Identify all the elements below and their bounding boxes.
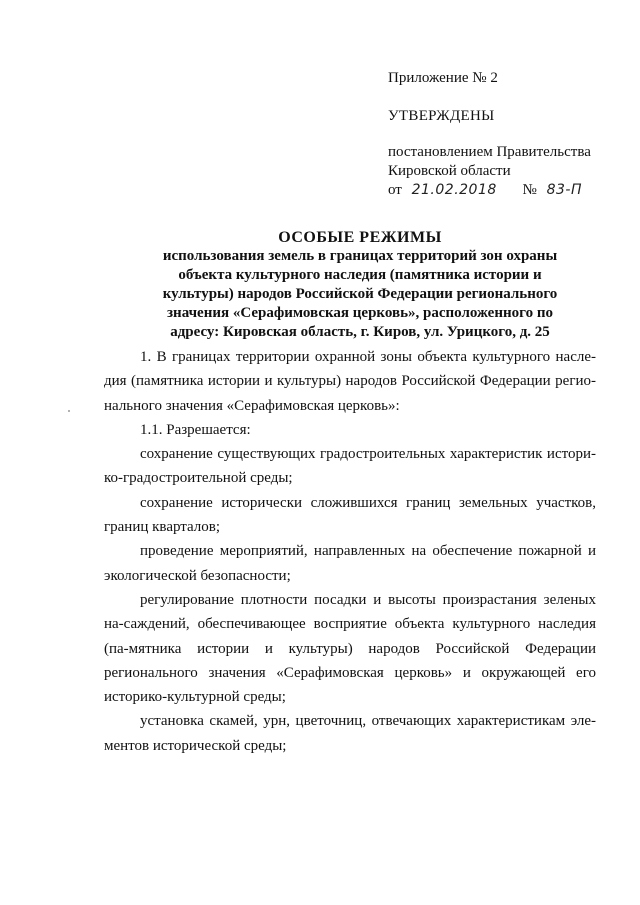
appendix-number: Приложение № 2 [388,70,498,86]
paragraph-1-1: 1.1. Разрешается: [140,421,251,438]
heading-line-2: объекта культурного наследия (памятника истории и [178,267,542,283]
scan-speck [68,410,70,412]
paragraph-item-1: сохранение существующих градостроительных характеристик истори-ко-градостроительной среды; [104,446,596,487]
decree-date-line [388,181,591,200]
heading-title: ОСОБЫЕ РЕЖИМЫ [278,229,442,246]
decree-line-1: постановлением Правительства [388,144,591,160]
document-heading [120,228,600,342]
heading-line-4: значения «Серафимовская церковь», расположенного по [167,305,553,321]
decree-block [388,143,591,200]
paragraph-item-2: сохранение исторически сложившихся границ земельных участков, границ кварталов; [104,494,596,536]
paragraph-item-4: регулирование плотности посадки и высоты произрастания зеленых на-саждений, обеспечивающее восприятие объекта культурного наследия (па-мятника истории и культуры) народов Российской Федерации регионального значения «Серафимовская церковь» и окружающей его историко-культурной среды; [104,591,596,706]
document-body [104,345,596,758]
heading-line-3: культуры) народов Российской Федерации регионального [162,286,558,302]
handwritten-date: 21.02.2018 [411,182,497,198]
approved-text: УТВЕРЖДЕНЫ [388,108,495,124]
decree-line-2: Кировской области [388,163,511,179]
number-prefix: № [522,182,537,198]
paragraph-item-5: установка скамей, урн, цветочниц, отвечающих характеристикам эле-ментов исторической среды; [104,713,596,754]
heading-line-1: использования земель в границах территорий зон охраны [162,248,558,264]
date-prefix: от [388,182,402,198]
heading-line-5: адресу: Кировская область, г. Киров, ул. Урицкого, д. 25 [170,324,550,340]
paragraph-item-3: проведение мероприятий, направленных на обеспечение пожарной и экологической безопасности; [104,543,596,584]
approved-label [388,107,495,126]
handwritten-number: 83-П [546,182,582,198]
paragraph-1: 1. В границах территории охранной зоны объекта культурного насле-дия (памятника истории и культуры) народов Российской Федерации регио-нального значения «Серафимовская церковь»: [104,349,596,414]
appendix-label [388,69,498,88]
